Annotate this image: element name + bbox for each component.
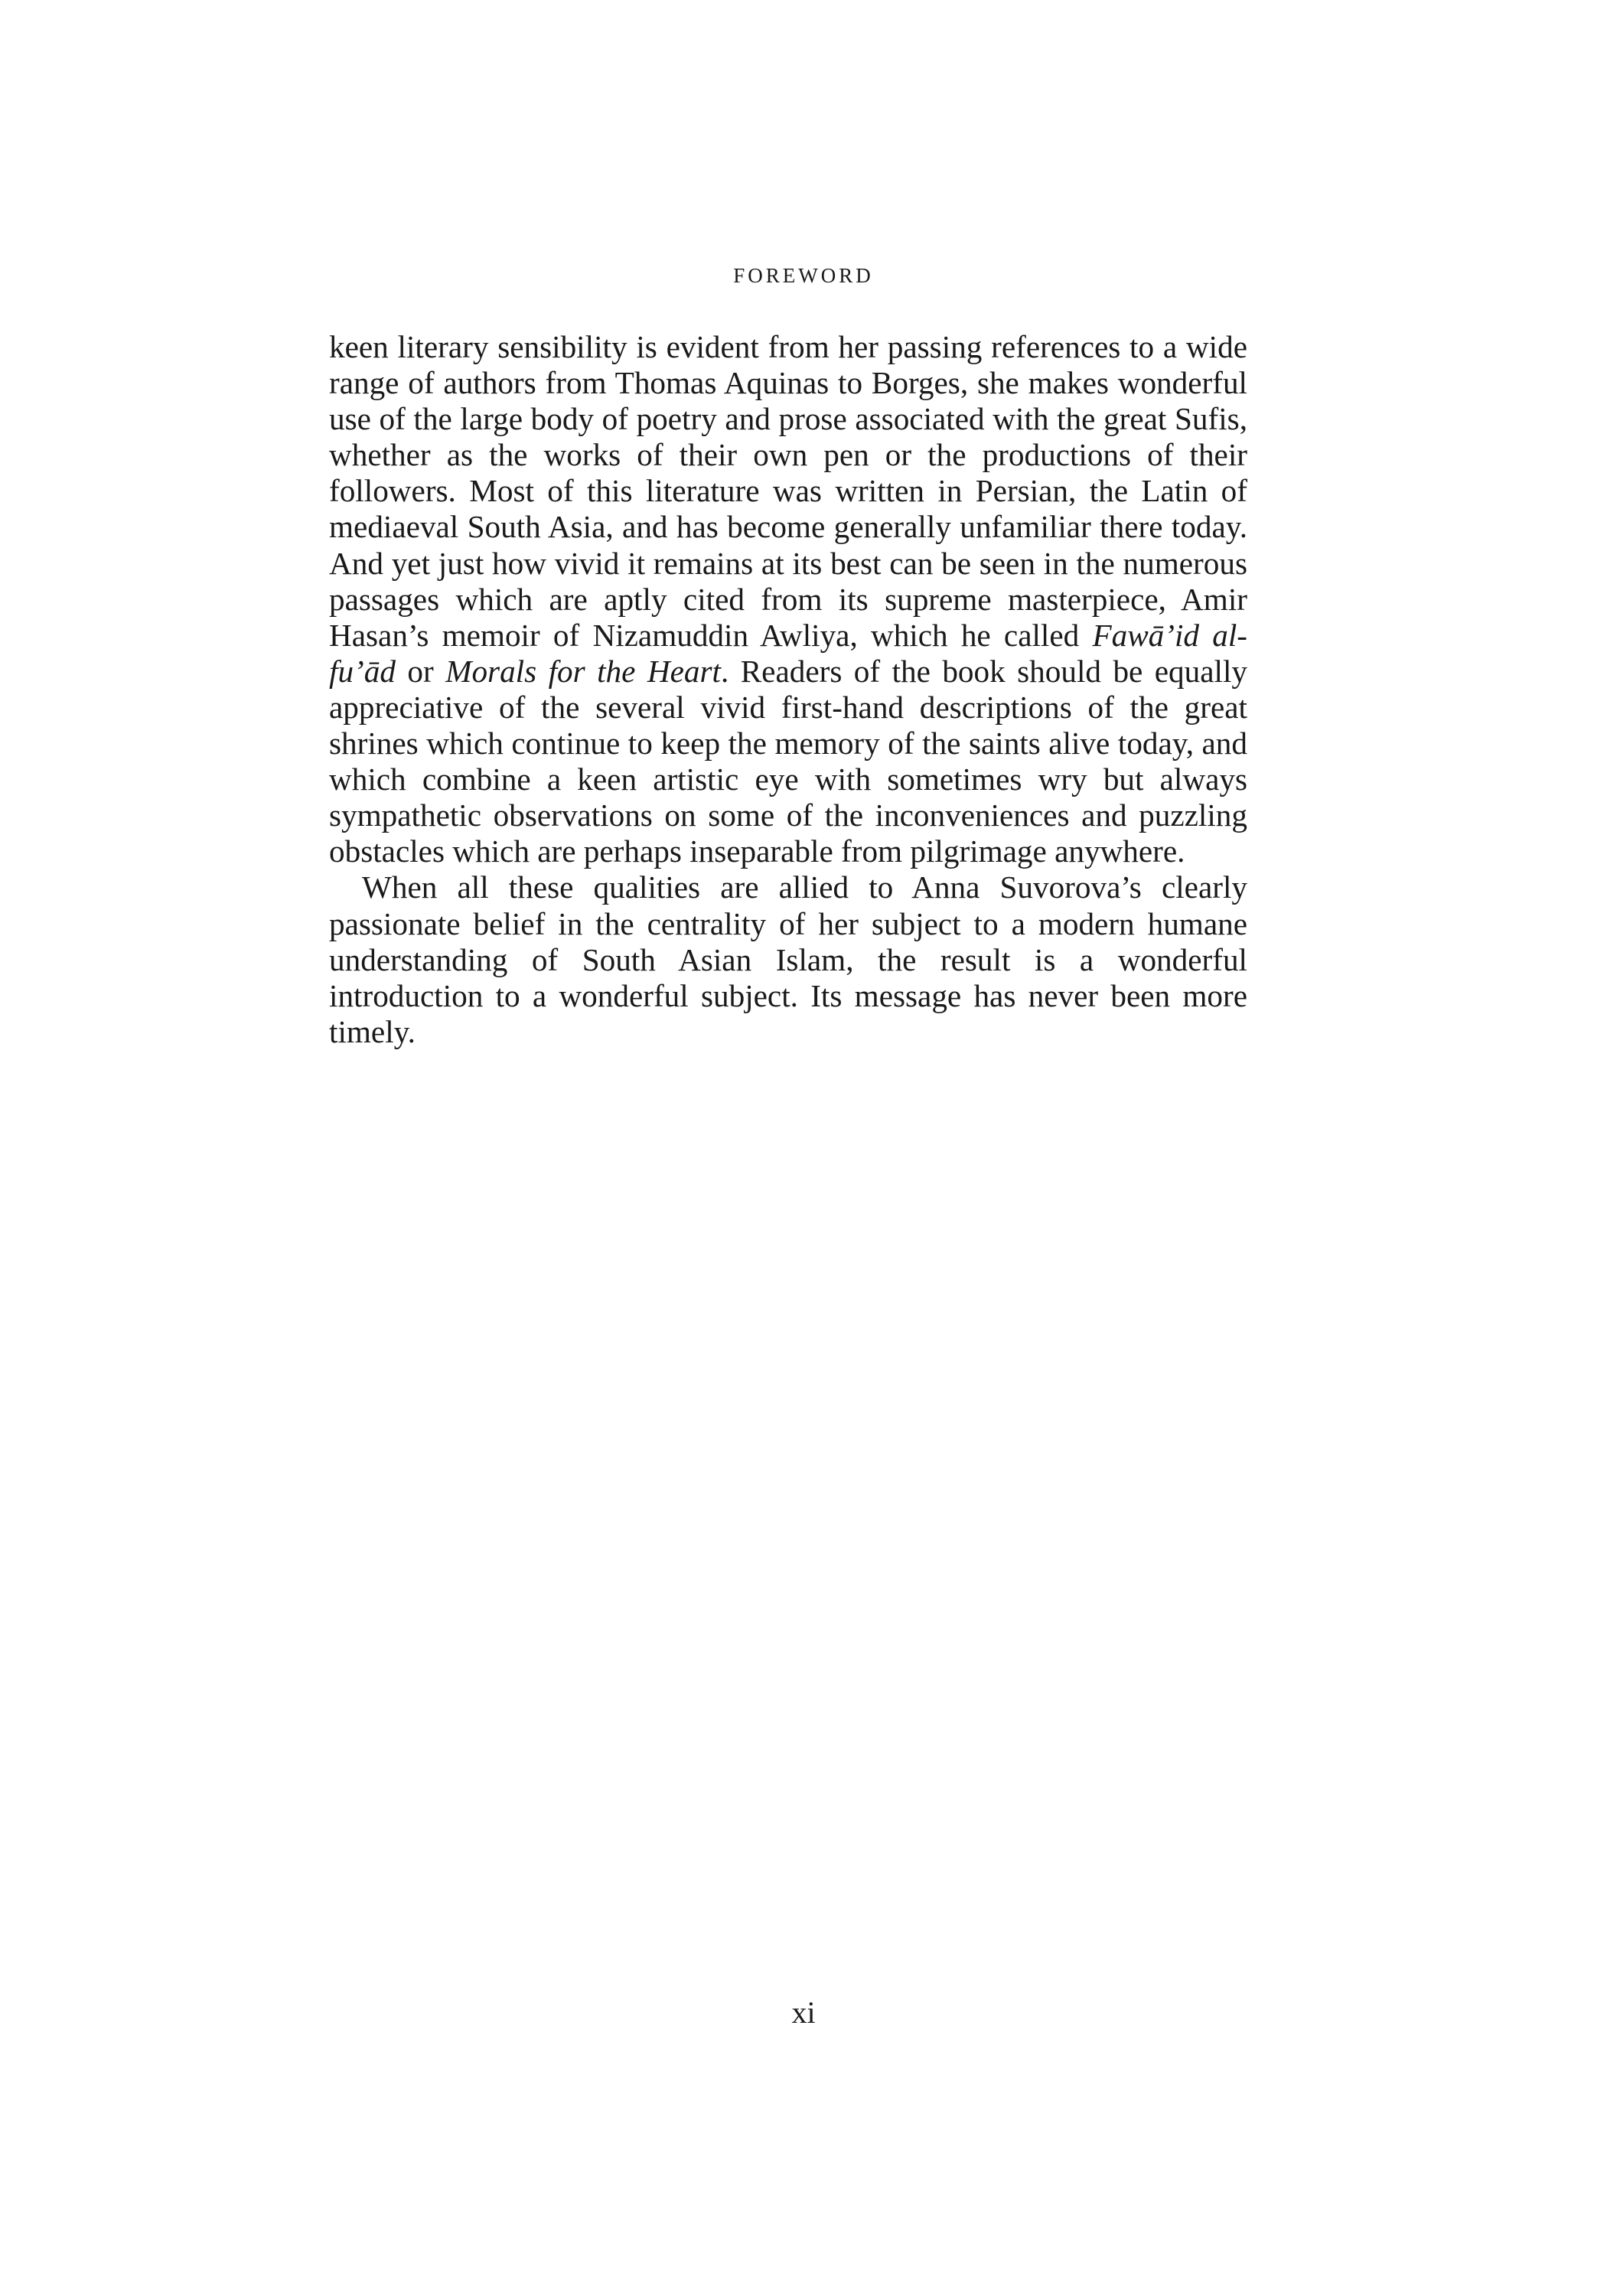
book-title-fawaid: Fawā’id al-fu’ād bbox=[329, 617, 1247, 689]
page-number: xi bbox=[791, 1995, 816, 2030]
paragraph-2 bbox=[329, 869, 1247, 1049]
paragraph-1 bbox=[329, 329, 1247, 869]
book-title-morals: Morals for the Heart bbox=[445, 653, 721, 689]
paragraph-1-text-1: keen literary sensibility is evident from her passing references to a wide range of authors from Thomas Aquinas to Borges, she makes wonderful use of the large body of poetry and prose associated with the great Sufis, whether as the works of their own pen or the productions of their followers. Most of this literature was written in Persian, the Latin of mediaeval South Asia, and has become generally unfamiliar there today. And yet just how vivid it remains at its best can be seen in the numerous passages which are aptly cited from its supreme masterpiece, Amir Hasan’s memoir of Nizamuddin Awliya, which he called bbox=[329, 329, 1247, 653]
paragraph-1-text-3: . Readers of the book should be equally appreciative of the several vivid first-hand descriptions of the great shrines which continue to keep the memory of the saints alive today, and which combine a keen artistic eye with sometimes wry but always sympathetic observations on some of the inconveniences and puzzling obstacles which are perhaps inseparable from pilgrimage anywhere. bbox=[329, 653, 1247, 869]
body-text bbox=[329, 329, 1247, 1050]
running-head: FOREWORD bbox=[733, 264, 874, 287]
paragraph-2-text-1: When all these qualities are allied to Anna Suvorova’s clearly passionate belief in the centrality of her subject to a modern humane understanding of South Asian Islam, the result is a wonderful introduction to a wonderful subject. Its message has never been more timely. bbox=[329, 869, 1247, 1049]
paragraph-1-text-2: or bbox=[395, 653, 446, 689]
